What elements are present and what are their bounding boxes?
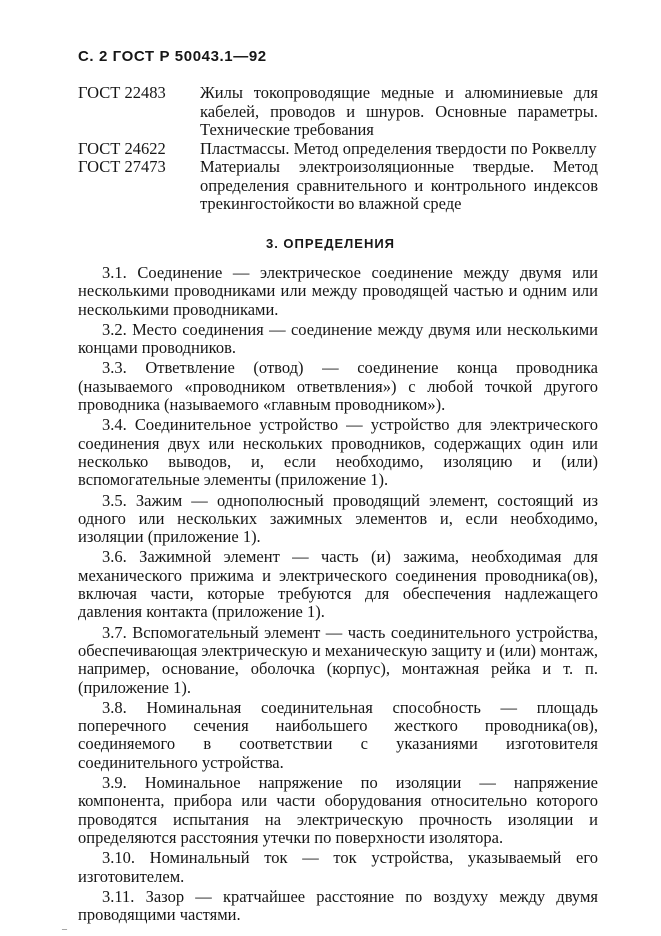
section-title: 3. ОПРЕДЕЛЕНИЯ [265,236,396,251]
definition-paragraph: 3.11. Зазор — кратчайшее расстояние по воздуху между двумя проводящими частями. [78,886,598,925]
definition-paragraph: 3.2. Место соединения — соединение между двумя или несколькими концами проводников. [78,319,598,358]
footer-mark: – [62,924,67,935]
reference-code: ГОСТ 27473 [78,157,166,176]
page-header: С. 2 ГОСТ Р 50043.1—92 [78,48,267,65]
definition-paragraph: 3.7. Вспомогательный элемент — часть соединительного устройства, обеспечивающая электрическую и механическую защиту и (или) монтаж, например, основание, оболочка (корпус), монтажная рейка и т. п. (приложение 1). [78,622,598,697]
definition-paragraph: 3.9. Номинальное напряжение по изоляции — напряжение компонента, прибора или части оборудования относительно которого проводятся испытания на электрическую прочность изоляции и определяются расстояния утечки по поверхности изолятора. [78,773,598,847]
definition-paragraph: 3.1. Соединение — электрическое соединение между двумя или несколькими проводниками или между проводящей частью и одним или несколькими проводниками. [78,263,598,319]
reference-description: Материалы электроизоляционные твердые. Метод определения сравнительного и контрольного индексов трекингостойкости во влажной среде [200,157,598,213]
reference-item [78,140,598,159]
definition-paragraph: 3.6. Зажимной элемент — часть (и) зажима, необходимая для механического прижима и электрического соединения проводника(ов), включая части, которые требуются для обеспечения надлежащего давления контакта (приложение 1). [78,547,598,622]
definition-paragraph: 3.4. Соединительное устройство — устройство для электрического соединения двух или нескольких проводников, содержащих один или несколько выводов, и, если необходимо, изоляцию и (или) вспомогательные элементы (приложение 1). [78,415,598,490]
definition-paragraph: 3.3. Ответвление (отвод) — соединение конца проводника (называемого «проводником ответвления») с любой точкой другого проводника (называемого «главным проводником»). [78,358,598,415]
reference-list [78,84,598,214]
reference-item [78,158,598,214]
definitions-list [78,264,598,926]
reference-item [78,84,598,140]
reference-description: Жилы токопроводящие медные и алюминиевые для кабелей, проводов и шнуров. Основные параметры. Технические требования [200,83,598,139]
reference-description: Пластмассы. Метод определения твердости по Роквеллу [200,138,597,158]
definition-paragraph: 3.10. Номинальный ток — ток устройства, указываемый его изготовителем. [78,848,598,886]
reference-code: ГОСТ 22483 [78,83,166,102]
reference-code: ГОСТ 24622 [78,138,166,158]
definition-paragraph: 3.5. Зажим — однополюсный проводящий элемент, состоящий из одного или нескольких зажимных элементов и, если необходимо, изоляции (приложение 1). [78,490,598,547]
definition-paragraph: 3.8. Номинальная соединительная способность — площадь поперечного сечения наибольшего жесткого проводника(ов), соединяемого в соответствии с указаниями изготовителя соединительного устройства. [78,697,598,772]
